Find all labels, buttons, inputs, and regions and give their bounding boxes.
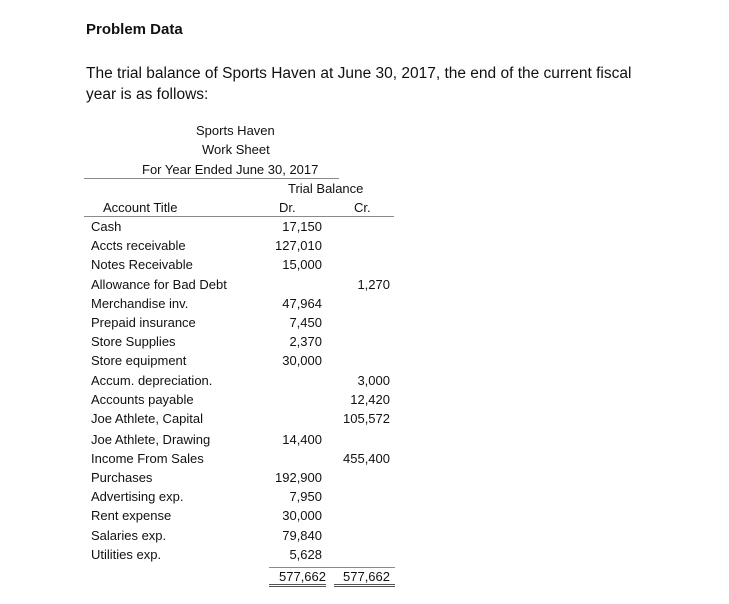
table-row xyxy=(84,432,394,448)
debit-cell: 15,000 xyxy=(282,257,322,272)
credit-cell: 1,270 xyxy=(357,277,390,292)
debit-cell: 30,000 xyxy=(282,508,322,523)
table-row xyxy=(84,257,394,273)
total-credit: 577,662 xyxy=(343,569,390,584)
table-row xyxy=(84,508,394,524)
table-row xyxy=(84,411,394,427)
period-underline xyxy=(84,178,339,179)
account-cell: Purchases xyxy=(91,470,153,485)
debit-double-underline xyxy=(269,584,326,587)
account-cell: Utilities exp. xyxy=(91,547,162,562)
sheet-title: Work Sheet xyxy=(202,142,270,157)
debit-cell: 5,628 xyxy=(289,547,322,562)
credit-cell: 3,000 xyxy=(357,373,390,388)
table-row xyxy=(84,451,394,467)
account-cell: Accounts payable xyxy=(91,392,194,407)
table-row xyxy=(84,315,394,331)
company-name: Sports Haven xyxy=(196,123,275,138)
worksheet xyxy=(84,0,404,604)
account-cell: Allowance for Bad Debt xyxy=(91,277,227,292)
account-title-header: Account Title xyxy=(103,200,178,215)
account-cell: Accts receivable xyxy=(91,238,186,253)
debit-cell: 7,950 xyxy=(289,489,322,504)
debit-cell: 14,400 xyxy=(282,432,322,447)
intro-paragraph: The trial balance of Sports Haven at June 30, 2017, the end of the current fiscal year is as follows: xyxy=(86,65,632,103)
totals-rule xyxy=(269,567,395,568)
debit-cell: 17,150 xyxy=(282,219,322,234)
debit-header: Dr. xyxy=(279,200,296,215)
debit-cell: 79,840 xyxy=(282,528,322,543)
period-label: For Year Ended June 30, 2017 xyxy=(142,162,319,177)
account-cell: Store equipment xyxy=(91,353,187,368)
account-cell: Salaries exp. xyxy=(91,528,167,543)
trial-balance-header: Trial Balance xyxy=(288,181,364,196)
totals-row xyxy=(84,569,394,585)
debit-cell: 2,370 xyxy=(289,334,322,349)
table-row xyxy=(84,373,394,389)
table-row xyxy=(84,528,394,544)
account-cell: Joe Athlete, Drawing xyxy=(91,432,211,447)
debit-cell: 30,000 xyxy=(282,353,322,368)
account-cell: Accum. depreciation. xyxy=(91,373,213,388)
account-cell: Store Supplies xyxy=(91,334,176,349)
table-row xyxy=(84,219,394,235)
credit-header: Cr. xyxy=(354,200,371,215)
table-row xyxy=(84,489,394,505)
credit-cell: 12,420 xyxy=(350,392,390,407)
table-row xyxy=(84,353,394,369)
account-cell: Prepaid insurance xyxy=(91,315,196,330)
table-row xyxy=(84,277,394,293)
table-row xyxy=(84,334,394,350)
debit-cell: 127,010 xyxy=(275,238,322,253)
account-cell: Cash xyxy=(91,219,122,234)
table-row xyxy=(84,392,394,408)
debit-cell: 192,900 xyxy=(275,470,322,485)
table-row xyxy=(84,238,394,254)
header-underline xyxy=(84,216,394,217)
debit-cell: 7,450 xyxy=(289,315,322,330)
account-cell: Joe Athlete, Capital xyxy=(91,411,204,426)
credit-double-underline xyxy=(334,584,395,587)
debit-cell: 47,964 xyxy=(282,296,322,311)
account-cell: Advertising exp. xyxy=(91,489,184,504)
account-cell: Merchandise inv. xyxy=(91,296,189,311)
account-cell: Rent expense xyxy=(91,508,172,523)
table-row xyxy=(84,296,394,312)
table-row xyxy=(84,547,394,563)
account-cell: Notes Receivable xyxy=(91,257,193,272)
account-cell: Income From Sales xyxy=(91,451,204,466)
table-row xyxy=(84,470,394,486)
total-debit: 577,662 xyxy=(279,569,326,584)
credit-cell: 105,572 xyxy=(343,411,390,426)
problem-heading: Problem Data xyxy=(86,21,183,38)
credit-cell: 455,400 xyxy=(343,451,390,466)
